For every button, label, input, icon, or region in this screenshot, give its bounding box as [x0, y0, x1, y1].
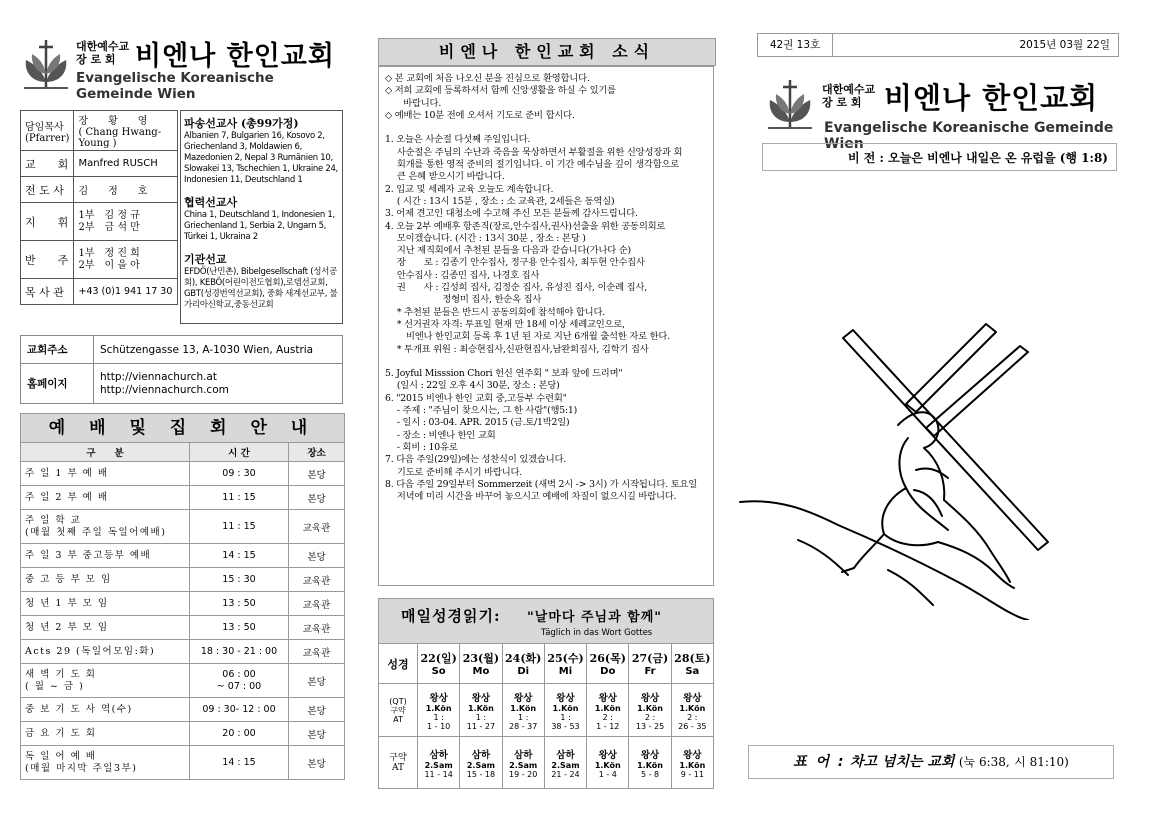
church-name-korean: 비엔나 한인교회: [135, 41, 335, 72]
news-line: 8. 다음 주일 29일부터 Sommerzeit (새벽 2시 -> 3시) 가 시작됩니다. 토요일: [385, 478, 698, 490]
news-line: 지난 제직회에서 추천된 분들을 다음과 같습니다(가나다 순): [385, 245, 631, 257]
news-line: * 투개표 위원 : 최승현집사,신판현집사,남완희집사, 김학기 집사: [385, 343, 649, 355]
website-link[interactable]: http://viennachurch.com: [100, 383, 229, 396]
staff-label: 전 도 사: [21, 177, 74, 203]
reading-cell: [587, 737, 629, 789]
news-line: * 추천된 분들은 반드시 공동의회에 참석해야 합니다.: [385, 306, 605, 318]
col-header: 시 간: [190, 443, 289, 462]
service-place: 교육관: [289, 640, 345, 664]
reading-day: [671, 644, 713, 684]
reading-range: 9 - 11: [680, 769, 704, 779]
reading-range: 1 : 11 - 27: [466, 712, 496, 731]
reading-weekday: Sa: [685, 666, 700, 677]
reading-col-label: 성경: [379, 644, 418, 684]
col-header: 구 분: [21, 443, 190, 462]
service-row: [21, 486, 345, 510]
service-name: 주 일 2 부 예 배: [21, 486, 190, 510]
service-schedule-title: 예 배 및 집 회 안 내: [20, 413, 345, 442]
reading-cell: [544, 737, 586, 789]
reading-book-de: 2.Sam: [509, 760, 538, 770]
reading-table: [378, 643, 714, 789]
staff-label: 담임목사 (Pfarrer): [21, 111, 74, 151]
service-time: 11 : 15: [190, 510, 289, 544]
reading-book-de: 1.Kön: [637, 760, 663, 770]
reading-book: 왕상: [429, 692, 448, 704]
reading-date: 22(일): [420, 652, 457, 665]
news-line: 안수집사 : 김종민 집사, 나경호 집사: [385, 269, 540, 281]
reading-subtitle: "날마다 주님과 함께": [527, 610, 663, 625]
vision-label: 비 전 :: [847, 151, 884, 165]
reading-range: 1 : 28 - 37: [509, 712, 538, 731]
reading-date: 23(월): [462, 652, 500, 665]
motto-label: 표 어 :: [793, 754, 846, 770]
mission-text: China 1, Deutschland 1, Indonesien 1, Griechenland 1, Serbia 2, Ungarn 5, Türkei 1, Ukraina 2: [184, 210, 335, 242]
daily-reading: [378, 598, 714, 789]
reading-book-de: 1.Kön: [510, 703, 537, 713]
reading-cell: [502, 684, 544, 737]
service-time: 15 : 30: [190, 568, 289, 592]
service-row: [21, 568, 345, 592]
reading-day: [587, 644, 629, 684]
reading-range: 21 - 24: [551, 769, 580, 779]
news-line: - 회비 : 10유로: [385, 441, 458, 453]
reading-row-label: (QT) 구약 AT: [379, 684, 418, 737]
staff-label: 반 주: [21, 241, 74, 279]
denomination-line1: 대한예수교: [76, 40, 130, 53]
reading-range: 11 - 14: [424, 769, 453, 779]
service-place: 교육관: [289, 592, 345, 616]
vision-ref: (행 1:8): [1059, 151, 1108, 165]
reading-cell: [544, 684, 586, 737]
reading-range: 2 : 13 - 25: [635, 712, 665, 731]
service-row: [21, 664, 345, 698]
motto-ref: (눅 6:38,: [958, 755, 1010, 769]
reading-weekday: Do: [600, 666, 616, 677]
reading-range: 15 - 18: [466, 769, 496, 779]
news-line: - 장소 : 비엔나 한인 교회: [385, 429, 496, 441]
staff-label: 목 사 관: [21, 279, 74, 305]
reading-book-de: 1.Kön: [679, 760, 706, 770]
service-place: 본당: [289, 722, 345, 746]
right-logo: [766, 78, 1126, 152]
service-name: 청 년 1 부 모 임: [21, 592, 190, 616]
staff-label: 지 휘: [21, 203, 74, 241]
reading-cell: [460, 737, 502, 789]
reading-weekday: Fr: [644, 666, 656, 677]
reading-book: 왕상: [683, 749, 702, 761]
reading-book-de: 1.Kön: [425, 703, 452, 713]
service-row: [21, 616, 345, 640]
news-line: 권 사 : 김성희 집사, 김정순 집사, 유성진 집사, 이순례 집사,: [385, 282, 647, 294]
mission-title: 협력선교사: [184, 196, 238, 209]
news-line: 사순절은 주님의 수난과 죽음을 묵상하면서 부활절을 위한 신앙성장과 회: [385, 146, 683, 158]
service-row: [21, 510, 345, 544]
reading-weekday: Mo: [472, 666, 490, 677]
service-name: 금 요 기 도 회: [21, 722, 190, 746]
reading-cell: [629, 737, 671, 789]
service-name: 주 일 3 부 중고등부 예배: [21, 544, 190, 568]
service-name: 독 일 어 예 배 (매월 마지막 주일3부): [21, 746, 190, 780]
service-place: 본당: [289, 462, 345, 486]
service-time: 13 : 50: [190, 592, 289, 616]
service-row: [21, 544, 345, 568]
reading-range: 2 : 26 - 35: [678, 712, 707, 731]
news-line: 6. "2015 비엔나 한인 교회 중,고등부 수련회": [385, 392, 567, 404]
news-box: [378, 66, 714, 586]
cross-bearer-illustration: [738, 320, 1138, 620]
reading-range: 1 : 1 - 10: [427, 712, 451, 731]
reading-german: Täglich in das Wort Gottes: [541, 628, 653, 638]
reading-book: 왕상: [598, 749, 617, 761]
reading-day: [460, 644, 502, 684]
denomination-line2: 장 로 회: [822, 96, 862, 109]
reading-book-de: 1.Kön: [637, 703, 663, 713]
reading-date: 26(목): [589, 652, 626, 665]
news-line: 비엔나 한인교회 등록 후 1년 된 자로 지난 6개월 출석한 자로 한다.: [385, 331, 670, 343]
church-name-korean: 비엔나 한인교회: [884, 81, 1099, 115]
news-line: 모이겠습니다. (시간 : 13시 30분 , 장소 : 본당 ): [385, 232, 586, 244]
service-name: Acts 29 (독일어모임:화): [21, 640, 190, 664]
service-time: 11 : 15: [190, 486, 289, 510]
reading-book: 삼하: [429, 749, 448, 761]
news-line: [385, 122, 713, 134]
news-line: [385, 356, 713, 368]
reading-title: 매일성경읽기:: [401, 607, 501, 625]
staff-value: Manfred RUSCH: [74, 151, 178, 177]
left-logo: [22, 38, 352, 102]
service-place: 교육관: [289, 568, 345, 592]
staff-value: 장 황 영 ( Chang Hwang-Young ): [74, 111, 178, 151]
staff-table: [20, 110, 178, 305]
reading-day: [629, 644, 671, 684]
service-place: 본당: [289, 544, 345, 568]
reading-book: 삼하: [514, 749, 533, 761]
denomination-line1: 대한예수교: [822, 83, 876, 96]
news-line: * 선거권자 자격: 투표일 현재 만 18세 이상 세례교인으로,: [385, 318, 625, 330]
mission-title: 기관선교: [184, 253, 227, 266]
service-time: 13 : 50: [190, 616, 289, 640]
reading-cell: [418, 737, 460, 789]
vision-text: 오늘은 비엔나 내일은 온 유럽을: [888, 151, 1056, 165]
staff-value: +43 (0)1 941 17 30: [74, 279, 178, 305]
reading-range: 2 : 1 - 12: [596, 712, 620, 731]
reading-book: 왕상: [640, 749, 660, 761]
reading-range: 5 - 8: [640, 769, 660, 779]
reading-range: 19 - 20: [509, 769, 538, 779]
news-line: 5. Joyful Misssion Chori 헌신 연주회 " 보좌 앞에 드리며": [385, 368, 623, 380]
news-line: 회개를 통한 영적 준비의 절기입니다. 이 기간 예수님을 깊이 생각함으로: [385, 159, 680, 171]
reading-book-de: 1.Kön: [594, 760, 621, 770]
motto-ref2: 시 81:10): [1014, 755, 1069, 769]
reading-weekday: So: [431, 666, 446, 677]
news-line: - 주제 : "주님이 찾으시는, 그 한 사람"(행5:1): [385, 405, 578, 417]
reading-book: 왕상: [640, 692, 660, 704]
denomination-line2: 장 로 회: [76, 53, 116, 66]
website-link[interactable]: http://viennachurch.at: [100, 370, 217, 383]
service-place: 본당: [289, 664, 345, 698]
news-line: ◇ 본 교회에 처음 나오신 분을 진심으로 환영합니다.: [385, 73, 590, 84]
service-place: 본당: [289, 486, 345, 510]
reading-book-de: 1.Kön: [467, 703, 494, 713]
issue-date: 2015년 03월 22일: [1019, 39, 1110, 51]
service-time: 14 : 15: [190, 544, 289, 568]
church-name-german: Evangelische Koreanische Gemeinde Wien: [76, 70, 274, 102]
service-time: 09 : 30: [190, 462, 289, 486]
issue-bar: [757, 33, 1119, 57]
reading-range: 1 - 4: [598, 769, 617, 779]
reading-weekday: Mi: [558, 666, 573, 677]
reading-book-de: 1.Kön: [594, 703, 621, 713]
reading-book-de: 1.Kön: [552, 703, 579, 713]
service-time: 06 : 00 ~ 07 : 00: [190, 664, 289, 698]
news-line: 장 로 : 김종기 안수집사, 정구용 안수집사, 최두현 안수집사: [385, 257, 645, 269]
address-label: 교회주소: [21, 336, 94, 364]
news-line: (일시 : 22일 오후 4시 30분, 장소 : 본당): [385, 380, 560, 392]
reading-book-de: 2.Sam: [551, 760, 580, 770]
reading-book: 왕상: [598, 692, 617, 704]
reading-weekday: Di: [517, 666, 530, 677]
news-line: 4. 오늘 2부 예배후 항존직(장로,안수집사,권사)선출을 위한 공동의회로: [385, 220, 666, 232]
service-time: 18 : 30 - 21 : 00: [190, 640, 289, 664]
reading-day: [544, 644, 586, 684]
reading-cell: [671, 684, 713, 737]
service-row: [21, 640, 345, 664]
service-name: 중 보 기 도 사 역(수): [21, 698, 190, 722]
reading-book: 왕상: [471, 692, 491, 704]
missions-box: [180, 110, 343, 324]
reading-book: 왕상: [683, 692, 702, 704]
reading-range: 1 : 38 - 53: [551, 712, 580, 731]
news-line: 정형미 집사, 한순옥 집사: [385, 294, 542, 306]
news-line: 기도로 준비해 주시기 바랍니다.: [385, 466, 523, 478]
service-name: 주 일 학 교 (매월 첫째 주일 독일어예배): [21, 510, 190, 544]
news-line: ◇ 예배는 10분 전에 오셔서 기도로 준비 합시다.: [385, 109, 575, 121]
staff-value: 김 정 호: [74, 177, 178, 203]
news-line: 바랍니다.: [385, 97, 442, 109]
reading-cell: [460, 684, 502, 737]
news-line: 저녁에 미리 시간을 바꾸어 놓으시고 예배에 차질이 없으시길 바랍니다.: [385, 491, 677, 503]
reading-cell: [671, 737, 713, 789]
reading-book: 왕상: [556, 692, 575, 704]
motto-box: [748, 745, 1114, 779]
reading-cell: [587, 684, 629, 737]
reading-date: 28(토): [674, 652, 711, 665]
reading-book-de: 1.Kön: [679, 703, 706, 713]
reading-date: 24(화): [505, 652, 542, 665]
reading-book: 삼하: [471, 749, 491, 761]
news-line: 큰 은혜 받으시기 바랍니다.: [385, 171, 505, 183]
website-label: 홈페이지: [21, 364, 94, 404]
news-line: 2. 입교 및 세례자 교육 오늘도 계속합니다.: [385, 183, 554, 195]
service-time: 20 : 00: [190, 722, 289, 746]
reading-cell: [418, 684, 460, 737]
church-logo-icon: [766, 78, 814, 130]
reading-book: 왕상: [514, 692, 533, 704]
mission-text: Albanien 7, Bulgarien 16, Kosovo 2, Griechenland 3, Moldawien 6, Mazedonien 2, Nepal 3 Rumänien 10, Slowakei 13, Tschechien 1, Ukraine 24, Indonesien 11, Deutschland 1: [184, 131, 338, 185]
reading-row-label: 구약 AT: [379, 737, 418, 789]
news-line: - 일시 : 03-04. APR. 2015 (금.토/1박2일): [385, 417, 570, 429]
service-time: 14 : 15: [190, 746, 289, 780]
address-table: [20, 335, 343, 404]
service-place: 교육관: [289, 616, 345, 640]
mission-title: 파송선교사 (총99가정): [184, 117, 299, 130]
news-title: 비엔나 한인교회 소식: [378, 38, 716, 66]
church-logo-icon: [22, 38, 70, 90]
service-time: 09 : 30- 12 : 00: [190, 698, 289, 722]
reading-cell: [629, 684, 671, 737]
church-name-german: Evangelische Koreanische Gemeinde Wien: [824, 120, 1114, 152]
staff-label: 교 회: [21, 151, 74, 177]
service-row: [21, 746, 345, 780]
service-place: 교육관: [289, 510, 345, 544]
reading-day: [502, 644, 544, 684]
vision-box: [762, 143, 1117, 171]
service-row: [21, 592, 345, 616]
service-schedule: [20, 413, 345, 780]
reading-date: 27(금): [631, 652, 669, 665]
reading-date: 25(수): [547, 652, 584, 665]
news-line: ◇ 저희 교회에 등록하셔서 함께 신앙생활을 하실 수 있기를: [385, 85, 616, 97]
service-row: [21, 722, 345, 746]
news-line: 3. 어제 견고인 대청소에 수고해 주신 모든 분들께 감사드립니다.: [385, 208, 638, 220]
reading-cell: [502, 737, 544, 789]
news-line: 7. 다음 주일(29일)에는 성찬식이 있겠습니다.: [385, 454, 567, 466]
service-row: [21, 462, 345, 486]
news-line: 1. 오늘은 사순절 다섯째 주일입니다.: [385, 134, 531, 146]
service-name: 새 벽 기 도 회 ( 월 ~ 금 ): [21, 664, 190, 698]
service-place: 본당: [289, 746, 345, 780]
service-place: 본당: [289, 698, 345, 722]
reading-book-de: 2.Sam: [424, 760, 453, 770]
news-line: ( 시간 : 13시 15분 , 장소 : 소 교육관, 2세들은 동역실): [385, 195, 615, 207]
reading-book: 삼하: [556, 749, 575, 761]
service-name: 청 년 2 부 모 임: [21, 616, 190, 640]
reading-book-de: 2.Sam: [466, 760, 495, 770]
issue-volume: 42권 13호: [758, 34, 833, 56]
service-name: 주 일 1 부 예 배: [21, 462, 190, 486]
reading-day: [418, 644, 460, 684]
staff-value: 1부 정 진 희 2부 이 을 아: [74, 241, 178, 279]
service-row: [21, 698, 345, 722]
motto-text: 차고 넘치는 교회: [850, 754, 955, 770]
col-header: 장소: [289, 443, 345, 462]
service-table: [20, 442, 345, 780]
address-value: Schützengasse 13, A-1030 Wien, Austria: [94, 336, 343, 364]
mission-text: EFDÖ(난민촌), Bibelgesellschaft (성서공회), KEBÖ(어린이전도협회),로뎀선교회, GBT(성경번역선교회), 중화 세계선교부, 불가리아신학교,중동선교회: [184, 267, 338, 310]
service-name: 중 고 등 부 모 임: [21, 568, 190, 592]
staff-value: 1부 김 정 규 2부 금 석 만: [74, 203, 178, 241]
